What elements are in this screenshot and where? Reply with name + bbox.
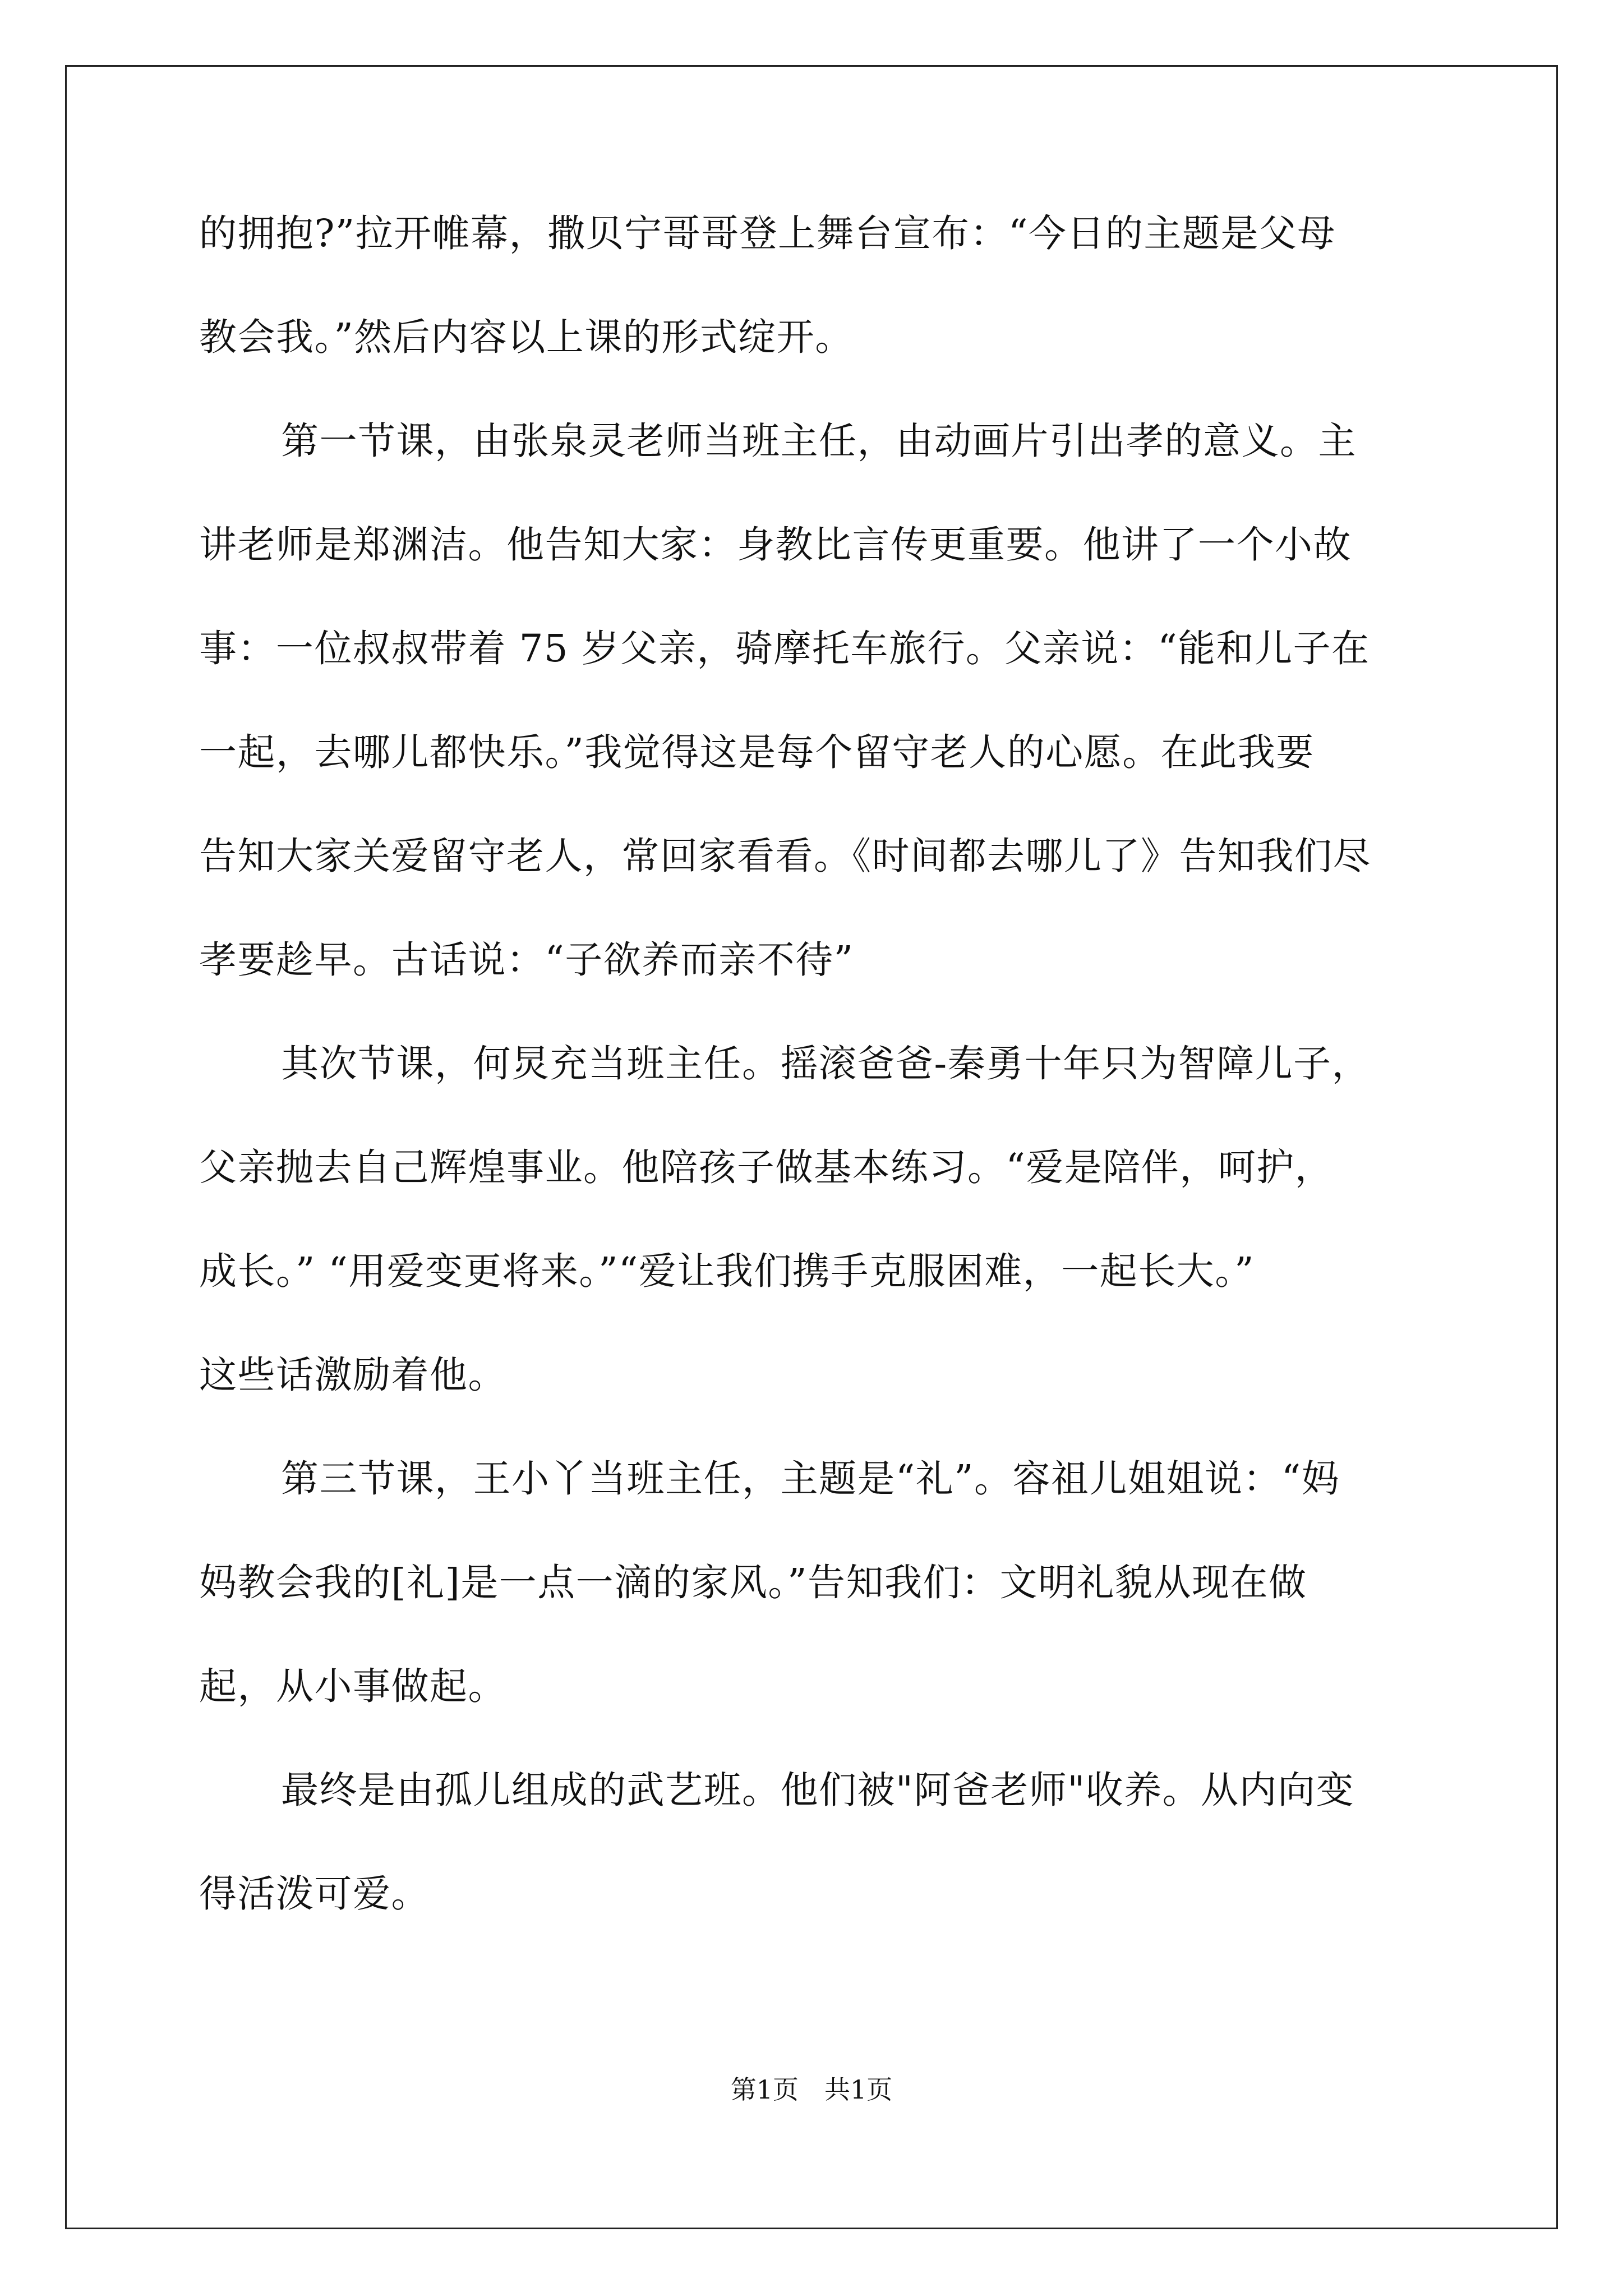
text-line: 最终是由孤儿组成的武艺班。他们被"阿爸老师"收养。从内向变 xyxy=(281,1768,1355,1812)
text-line: 第一节课，由张泉灵老师当班主任，由动画片引出孝的意义。主 xyxy=(281,419,1357,463)
page-number: 第1页 xyxy=(730,2074,799,2105)
document-body xyxy=(199,208,1422,1972)
text-line: 一起，去哪儿都快乐。”我觉得这是每个留守老人的心愿。在此我要 xyxy=(199,730,1315,774)
text-line: 妈教会我的[礼]是一点一滴的家风。”告知我们：文明礼貌从现在做 xyxy=(199,1561,1307,1604)
text-line: 讲老师是郑渊洁。他告知大家：身教比言传更重要。他讲了一个小故 xyxy=(199,523,1352,567)
text-line: 起，从小事做起。 xyxy=(199,1664,506,1708)
text-line: 教会我。”然后内容以上课的形式绽开。 xyxy=(199,315,854,359)
text-line: 这些话激励着他。 xyxy=(199,1353,506,1397)
text-line: 成长。” “用爱变更将来。”“爱让我们携手克服困难，一起长大。” xyxy=(199,1249,1255,1293)
text-line: 事：一位叔叔带着 75 岁父亲，骑摩托车旅行。父亲说：“能和儿子在 xyxy=(199,627,1370,670)
text-line: 其次节课，何炅充当班主任。摇滚爸爸-秦勇十年只为智障儿子， xyxy=(281,1042,1371,1085)
text-line: 的拥抱?”拉开帷幕，撒贝宁哥哥登上舞台宣布：“今日的主题是父母 xyxy=(199,211,1336,255)
text-line: 告知大家关爱留守老人，常回家看看。《时间都去哪儿了》告知我们尽 xyxy=(199,834,1371,878)
text-line: 父亲抛去自己辉煌事业。他陪孩子做基本练习。“爱是陪伴，呵护， xyxy=(199,1145,1334,1189)
text-line: 得活泼可爱。 xyxy=(199,1872,430,1916)
text-line: 孝要趁早。古话说：“子欲养而亲不待” xyxy=(199,938,854,982)
text-line: 第三节课，王小丫当班主任，主题是“礼”。容祖儿姐姐说：“妈 xyxy=(281,1457,1340,1501)
page-total: 共1页 xyxy=(824,2074,893,2105)
page-footer xyxy=(0,2073,1623,2106)
